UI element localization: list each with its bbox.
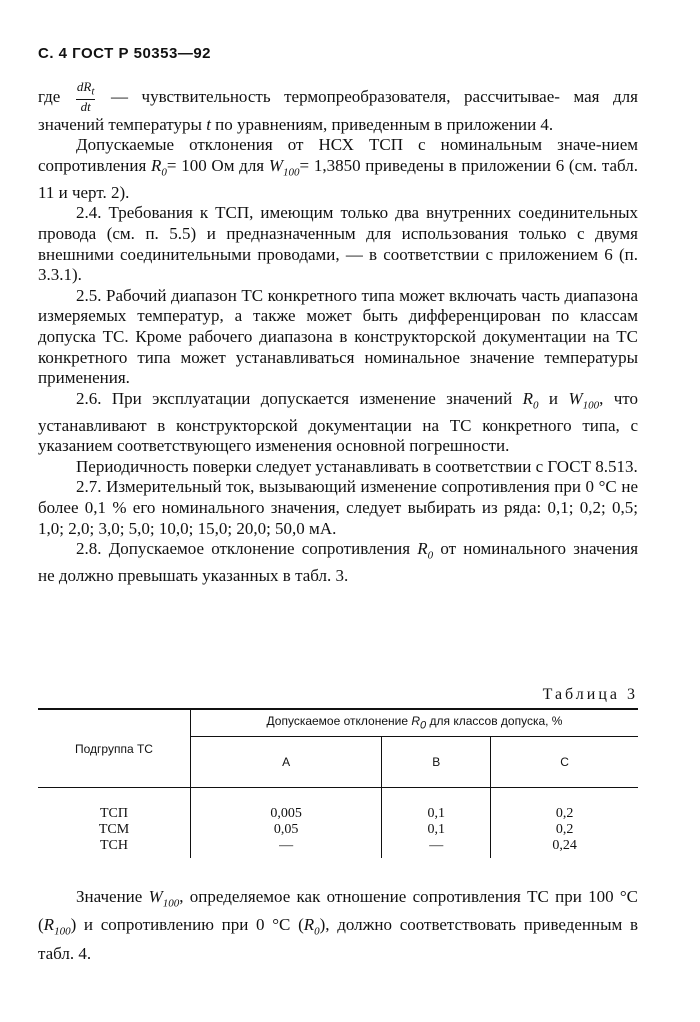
r100-symbol — [43, 915, 71, 938]
paragraph-2-8 — [38, 539, 638, 587]
column-header-c: C — [491, 737, 638, 788]
temperature-var: t — [206, 114, 211, 134]
value-cell-b: 0,1 — [382, 822, 491, 838]
r0-subscript: 0 — [427, 549, 434, 562]
table-row — [38, 838, 638, 858]
value-cell-a: — — [191, 838, 382, 858]
w-letter: W — [268, 155, 284, 175]
paragraph-deviation — [38, 135, 638, 203]
paragraph-2-7: 2.7. Измерительный ток, вызывающий изменение сопротивления при 0 °С не более 0,1 % его номинального значения, следует выбирать из ряда: 0,1; 0,2; 0,5; 1,0; 2,0; 3,0; 5,0; 10,0; 15,0; 20,0; 50,0 мА. — [38, 477, 638, 538]
deviation-text-a: Допускаемые отклонения от НСХ ТСП с номинальным значе-нием сопротивления — [38, 135, 638, 175]
deviation-text-b: = 100 Ом для — [166, 155, 265, 175]
r0-symbol — [151, 155, 167, 179]
fraction-denominator: dt — [80, 98, 91, 114]
r0-letter: R — [522, 388, 534, 408]
fraction-numerator — [76, 80, 96, 100]
group-header-text-b: для классов допуска, % — [429, 714, 563, 729]
column-header-b: B — [382, 737, 491, 788]
w-subscript: 100 — [283, 166, 300, 179]
footer-text — [38, 886, 638, 964]
group-header-var — [411, 714, 427, 732]
r0-letter: R — [417, 539, 428, 559]
value-cell-a: 0,05 — [191, 822, 382, 838]
w-subscript: 100 — [582, 399, 600, 412]
w100-symbol — [268, 155, 300, 179]
table-row — [38, 788, 638, 823]
paragraph-2-6 — [38, 389, 638, 457]
column-header-a: A — [191, 737, 382, 788]
table-caption: Таблица 3 — [542, 686, 638, 703]
p26-text-b: , что устанавливают в конструкторской документации на ТС конкретного типа, с указанием соответствующего изменения основной погрешности. — [38, 388, 639, 456]
r0-subscript: 0 — [314, 925, 320, 938]
p28-text-a: 2.8. Допускаемое отклонение сопротивления — [76, 539, 411, 559]
paragraph-2-5: 2.5. Рабочий диапазон ТС конкретного типа может включать часть диапазона измеряемых температур, а также может быть дифференцирован по классам допуска ТС. Кроме рабочего диапазона в конструкторской документации на ТС конкретного типа может устанавливаться номинальное значение температуры применения. — [38, 285, 638, 388]
formula-line2b: по уравнениям, приведенным в — [215, 114, 443, 134]
formula-paragraph — [38, 79, 638, 135]
r100-letter: R — [43, 915, 55, 935]
r0-subscript: 0 — [161, 166, 167, 179]
value-cell-b: 0,1 — [382, 788, 491, 823]
group-header-var-letter: R — [411, 714, 421, 729]
paragraph-w100 — [38, 886, 638, 964]
paragraph-periodicity: Периодичность поверки следует устанавливать в соответствии с ГОСТ 8.513. — [76, 456, 638, 476]
value-cell-b: — — [382, 838, 491, 858]
page-header: С. 4 ГОСТ Р 50353—92 — [38, 45, 212, 62]
group-header-var-sub: 0 — [420, 719, 427, 732]
p26-text-a: 2.6. При эксплуатации допускается изменение значений — [76, 388, 513, 408]
r0-symbol — [303, 915, 320, 938]
row-name-cell: ТСН — [100, 838, 128, 853]
value-cell-c: 0,2 — [491, 822, 638, 838]
r0-letter: R — [303, 915, 315, 935]
w-letter: W — [568, 388, 583, 408]
numerator-subscript: t — [91, 85, 95, 98]
footer-text-b: , определяемое как отношение сопротивления ТС при 100 °С ( — [38, 887, 639, 935]
body-text — [38, 79, 639, 587]
table-row — [38, 822, 638, 838]
formula-prefix: где — [38, 87, 61, 107]
w-subscript: 100 — [162, 897, 180, 910]
formula-line1: — чувствительность термопреобразователя, рассчитывае- — [110, 87, 560, 107]
row-name-cell: ТСП — [100, 806, 128, 821]
table-header-row — [38, 709, 638, 737]
p26-and: и — [548, 388, 559, 408]
group-header-text-a: Допускаемое отклонение — [266, 714, 409, 729]
group-header-cell — [191, 709, 639, 737]
tolerance-table — [38, 708, 638, 858]
value-cell-a: 0,005 — [191, 788, 382, 823]
footer-text-c: ) и сопротивлению при 0 °С ( — [70, 915, 304, 935]
footer-text-d: ), должно соответствовать приведенным в табл. 4. — [38, 915, 638, 963]
formula-line2a: мая для значений температуры — [38, 87, 638, 134]
p28-text-b: от номинального значения не должно превышать указанных в табл. 3. — [38, 539, 639, 586]
derivative-fraction — [76, 80, 96, 113]
value-cell-c: 0,2 — [491, 788, 638, 823]
w100-symbol — [568, 388, 600, 412]
row-name-cell: ТСМ — [98, 822, 130, 837]
r0-symbol — [522, 388, 539, 412]
w-letter: W — [148, 887, 163, 906]
paragraph-2-4: 2.4. Требования к ТСП, имеющим только два внутренних соединительных провода (см. п. 5.5) и предназначенным для использования только с двумя внешними соединительными проводами, — в соответствии с приложением 6 (п. 3.3.1). — [38, 203, 638, 285]
r0-letter: R — [151, 155, 162, 175]
row-header-cell — [38, 709, 191, 788]
r100-subscript: 100 — [54, 925, 71, 938]
row-header-text: Подгруппа ТС — [75, 741, 153, 756]
w100-symbol — [148, 887, 180, 910]
footer-text-a: Значение — [76, 887, 143, 906]
value-cell-c: 0,24 — [491, 838, 638, 858]
numerator-text: dR — [76, 79, 92, 94]
deviation-text-c: = 1,3850 приведены в приложении 6 (см. табл. 11 и черт. 2). — [38, 155, 639, 202]
r0-subscript: 0 — [533, 399, 539, 412]
r0-symbol — [417, 539, 434, 562]
formula-line3: приложении 4. — [446, 114, 554, 134]
